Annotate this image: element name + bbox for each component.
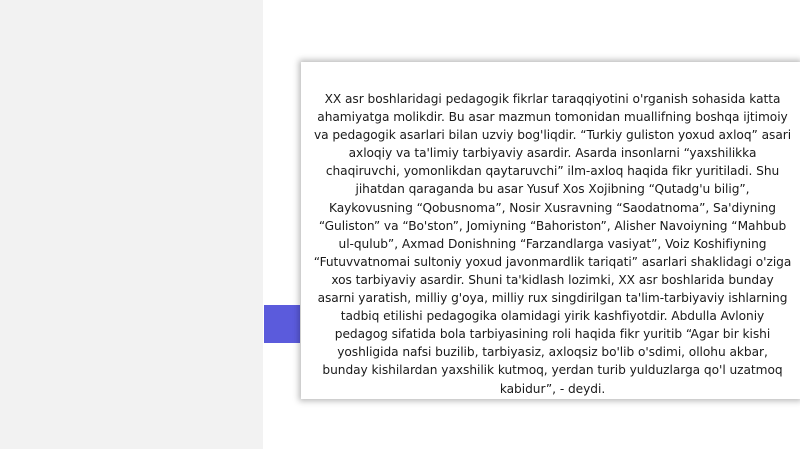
text-card — [301, 62, 800, 399]
left-background-panel — [0, 0, 263, 449]
accent-bar — [264, 305, 300, 343]
body-paragraph: XX asr boshlaridagi pedagogik fikrlar taraqqiyotini o'rganish sohasida katta ahamiyatga molikdir. Bu asar mazmun tomonidan muallifning boshqa ijtimoiy va pedagogik asarlari bilan uzviy bog'liqdir. “Turkiy guliston yoxud axloq” asari axloqiy va ta'limiy tarbiyaviy asardir. Asarda insonlarni “yaxshilikka chaqiruvchi, yomonlikdan qaytaruvchi” ilm-axloq haqida fikr yuritiladi. Shu jihatdan qaraganda bu asar Yusuf Xos Xojibning “Qutadg'u bilig”, Kaykovusning “Qobusnoma”, Nosir Xusravning “Saodatnoma”, Sa'diyning “Guliston” va “Bo'ston”, Jomiyning “Bahoriston”, Alisher Navoiyning “Mahbub ul-qulub”, Axmad Donishning “Farzandlarga vasiyat”, Voiz Koshifiyning “Futuvvatnomai sultoniy yoxud javonmardlik tariqati” asarlari shaklidagi o'ziga xos tarbiyaviy asardir. Shuni ta'kidlash lozimki, XX asr boshlarida bunday asarni yaratish, milliy g'oya, milliy rux singdirilgan ta'lim-tarbiyaviy ishlarning tadbiq etilishi pedagogika olamidagi yirik kashfiyotdir. Abdulla Avloniy pedagog sifatida bola tarbiyasining roli haqida fikr yuritib “Agar bir kishi yoshligida nafsi buzilib, tarbiyasiz, axloqsiz bo'lib o'sdimi, ollohu akbar, bunday kishilardan yaxshilik kutmoq, yerdan turib yulduzlarga qo'l uzatmoq kabidur”, - deydi. — [313, 92, 792, 396]
